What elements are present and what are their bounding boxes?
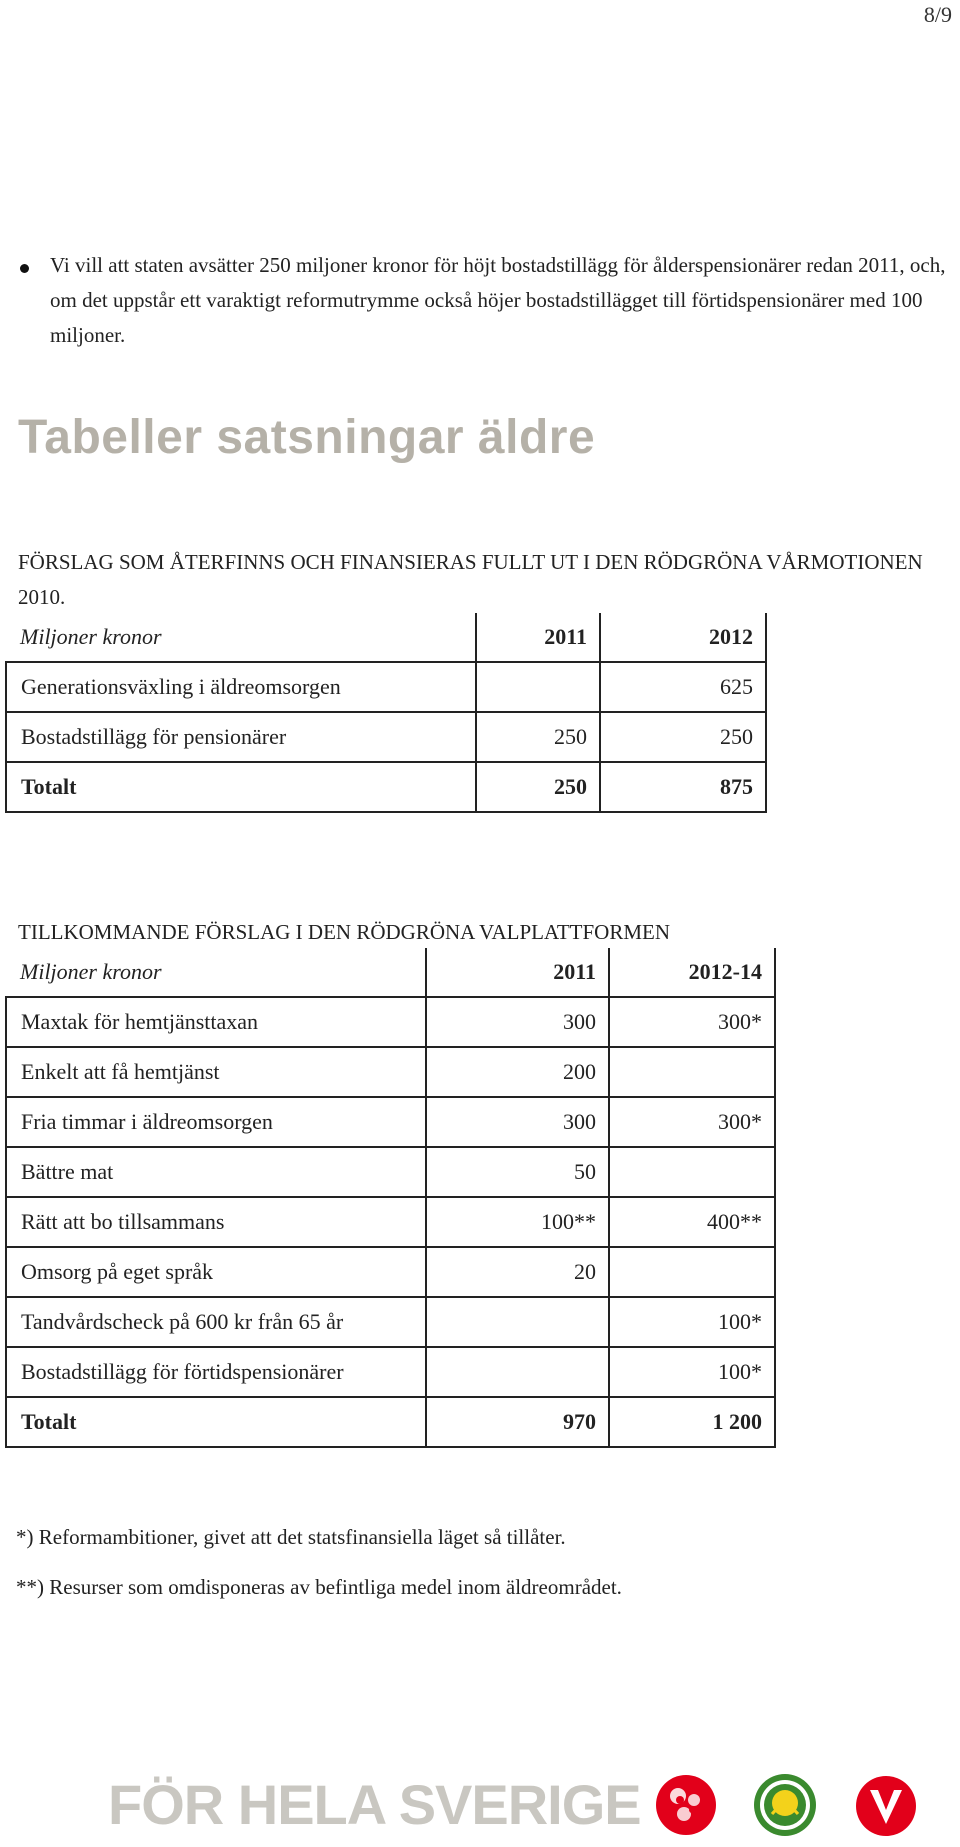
total-value-1: 250	[476, 762, 600, 812]
row-value-2: 625	[600, 662, 766, 712]
row-label: Bättre mat	[6, 1147, 426, 1197]
row-value-1	[476, 662, 600, 712]
table-total-row	[6, 1397, 775, 1447]
rose-logo-icon	[656, 1775, 716, 1835]
header-year-2: 2012-14	[609, 948, 775, 997]
total-value-2: 875	[600, 762, 766, 812]
header-year-2: 2012	[600, 613, 766, 662]
row-label: Bostadstillägg för förtidspensionärer	[6, 1347, 426, 1397]
row-value-2: 300*	[609, 1097, 775, 1147]
page-number: 8/9	[923, 2, 952, 27]
row-value-1	[426, 1297, 609, 1347]
row-value-2: 400**	[609, 1197, 775, 1247]
row-value-2	[609, 1047, 775, 1097]
dandelion-logo-icon	[754, 1774, 816, 1836]
table-satsningar-varmotion	[5, 613, 767, 813]
table-header-row	[6, 948, 775, 997]
bullet-dot-icon	[20, 264, 29, 273]
table-row	[6, 1347, 775, 1397]
v-logo-icon	[856, 1776, 916, 1836]
row-label: Tandvårdscheck på 600 kr från 65 år	[6, 1297, 426, 1347]
row-value-2: 100*	[609, 1347, 775, 1397]
row-label: Bostadstillägg för pensionärer	[6, 712, 476, 762]
header-year-1: 2011	[476, 613, 600, 662]
row-value-2: 300*	[609, 997, 775, 1047]
row-label: Generationsväxling i äldreomsorgen	[6, 662, 476, 712]
table-row	[6, 1247, 775, 1297]
row-label: Maxtak för hemtjänsttaxan	[6, 997, 426, 1047]
table-header-row	[6, 613, 766, 662]
row-value-1: 300	[426, 997, 609, 1047]
section-heading: Tabeller satsningar äldre	[18, 411, 596, 464]
table-row	[6, 712, 766, 762]
footnote-single-star: *) Reformambitioner, givet att det statsfinansiella läget så tillåter.	[16, 1525, 566, 1549]
table-row	[6, 662, 766, 712]
table-tillkommande-forslag	[5, 948, 776, 1448]
total-label: Totalt	[6, 762, 476, 812]
table-row	[6, 1147, 775, 1197]
total-value-1: 970	[426, 1397, 609, 1447]
row-value-1: 250	[476, 712, 600, 762]
row-value-2: 250	[600, 712, 766, 762]
row-value-1: 50	[426, 1147, 609, 1197]
table-row	[6, 1047, 775, 1097]
header-label: Miljoner kronor	[6, 948, 426, 997]
table-row	[6, 1197, 775, 1247]
table-row	[6, 1297, 775, 1347]
table-row	[6, 997, 775, 1047]
footer-slogan: FÖR HELA SVERIGE	[108, 1773, 641, 1836]
header-label: Miljoner kronor	[6, 613, 476, 662]
table1-intro: FÖRSLAG SOM ÅTERFINNS OCH FINANSIERAS FULLT UT I DEN RÖDGRÖNA VÅRMOTIONEN 2010.	[18, 550, 923, 609]
total-value-2: 1 200	[609, 1397, 775, 1447]
row-value-1: 20	[426, 1247, 609, 1297]
row-value-1: 100**	[426, 1197, 609, 1247]
table-row	[6, 1097, 775, 1147]
row-value-1: 200	[426, 1047, 609, 1097]
row-value-1	[426, 1347, 609, 1397]
row-label: Enkelt att få hemtjänst	[6, 1047, 426, 1097]
row-label: Fria timmar i äldreomsorgen	[6, 1097, 426, 1147]
bullet-paragraph: Vi vill att staten avsätter 250 miljoner kronor för höjt bostadstillägg för ålderspensionärer redan 2011, och, om det uppstår ett varaktigt reformutrymme också höjer bostadstillägget till förtidspensionärer med 100 miljoner.	[50, 253, 946, 347]
header-year-1: 2011	[426, 948, 609, 997]
row-label: Rätt att bo tillsammans	[6, 1197, 426, 1247]
table2-intro: TILLKOMMANDE FÖRSLAG I DEN RÖDGRÖNA VALPLATTFORMEN	[18, 920, 671, 944]
row-value-2	[609, 1247, 775, 1297]
row-label: Omsorg på eget språk	[6, 1247, 426, 1297]
party-logos	[650, 1770, 950, 1840]
row-value-1: 300	[426, 1097, 609, 1147]
row-value-2	[609, 1147, 775, 1197]
total-label: Totalt	[6, 1397, 426, 1447]
table-total-row	[6, 762, 766, 812]
row-value-2: 100*	[609, 1297, 775, 1347]
footnote-double-star: **) Resurser som omdisponeras av befintliga medel inom äldreområdet.	[16, 1575, 622, 1599]
